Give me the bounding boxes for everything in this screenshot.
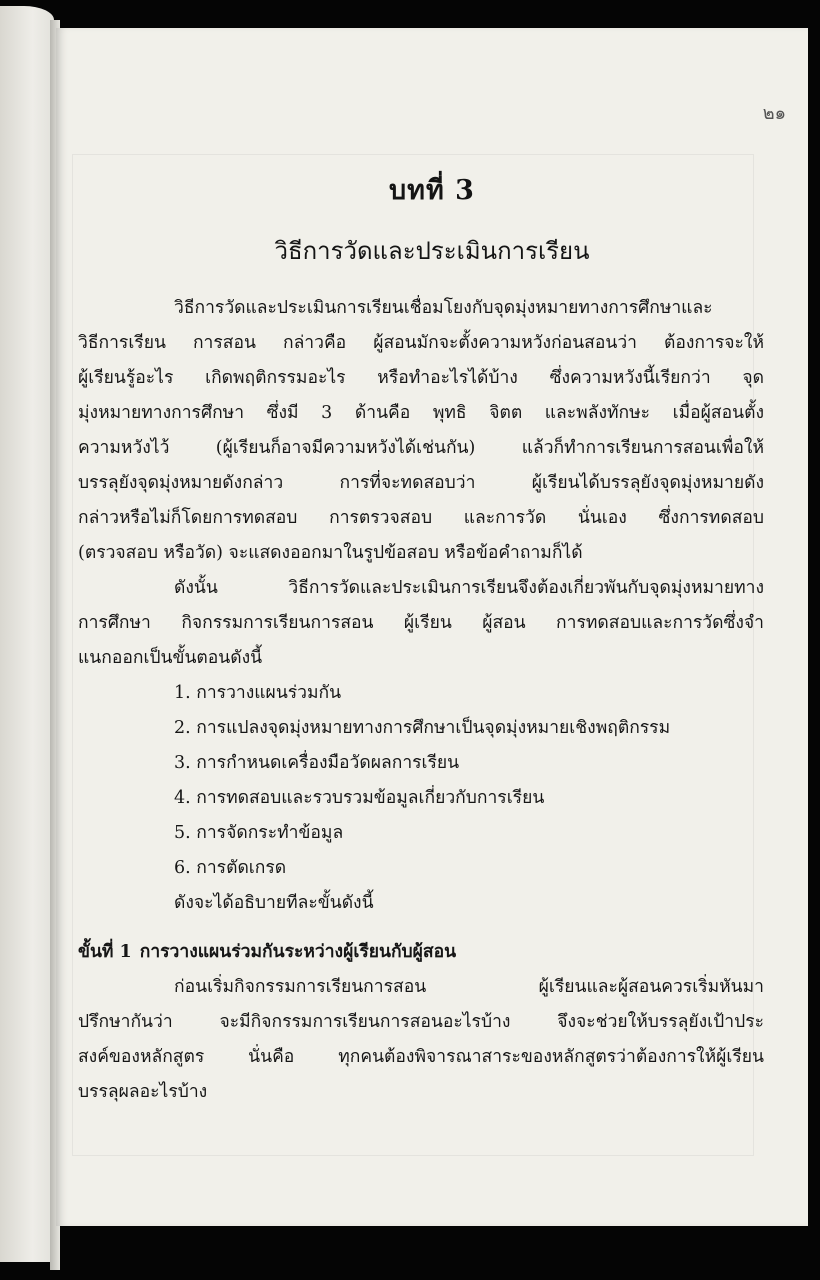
closing-line: ดังจะได้อธิบายทีละขั้นดังนี้ [174,893,374,913]
step-item: 5. การจัดกระทำข้อมูล [174,823,344,843]
body-text [78,291,764,1110]
paragraph-line: วิธีการวัดและประเมินการเรียนเชื่อมโยงกับจุดมุ่งหมายทางการศึกษาและ [174,298,713,318]
step-item: 3. การกำหนดเครื่องมือวัดผลการเรียน [174,753,460,773]
paragraph-line: การศึกษา กิจกรรมการเรียนการสอน ผู้เรียน ผู้สอน การทดสอบและการวัดซึ่งจำ [78,613,764,633]
paragraph-line: แนกออกเป็นขั้นตอนดังนี้ [78,648,263,668]
paragraph-line: มุ่งหมายทางการศึกษา ซึ่งมี 3 ด้านคือ พุทธิ จิตต และพลังทักษะ เมื่อผู้สอนตั้ง [78,403,764,423]
section-heading [78,935,764,970]
paragraph-line: ผู้เรียนรู้อะไร เกิดพฤติกรรมอะไร หรือทำอะไรได้บ้าง ซึ่งความหวังนี้เรียกว่า จุด [78,368,764,388]
step-item: 1. การวางแผนร่วมกัน [174,683,342,703]
chapter-heading: บทที่ 3 [389,175,475,206]
chapter-title: วิธีการวัดและประเมินการเรียน [274,237,590,265]
paragraph-line: ก่อนเริ่มกิจกรรมการเรียนการสอน ผู้เรียนและผู้สอนควรเริ่มหันมา [174,977,764,997]
paragraph-line: (ตรวจสอบ หรือวัด) จะแสดงออกมาในรูปข้อสอบ หรือข้อคำถามก็ได้ [78,543,583,563]
paragraph-line: กล่าวหรือไม่ก็โดยการทดสอบ การตรวจสอบ และการวัด นั่นเอง ซึ่งการทดสอบ [78,508,764,528]
facing-page-edge [0,6,54,1262]
book-page [56,28,808,1226]
step-item: 6. การตัดเกรด [174,858,287,878]
section-label: ขั้นที่ 1 [78,942,132,962]
step-item: 2. การแปลงจุดมุ่งหมายทางการศึกษาเป็นจุดมุ่งหมายเชิงพฤติกรรม [174,718,671,738]
paragraph-line: ความหวังไว้ (ผู้เรียนก็อาจมีความหวังได้เช่นกัน) แล้วก็ทำการเรียนการสอนเพื่อให้ [78,438,764,458]
paragraph-line: ดังนั้น วิธีการวัดและประเมินการเรียนจึงต้องเกี่ยวพันกับจุดมุ่งหมายทาง [174,578,764,598]
section-title: การวางแผนร่วมกันระหว่างผู้เรียนกับผู้สอน [139,942,457,962]
paragraph-line: ปรึกษากันว่า จะมีกิจกรรมการเรียนการสอนอะไรบ้าง จึงจะช่วยให้บรรลุยังเป้าประ [78,1012,764,1032]
step-item: 4. การทดสอบและรวบรวมข้อมูลเกี่ยวกับการเรียน [174,788,545,808]
page-number: ๒๑ [762,103,786,124]
paragraph-line: สงค์ของหลักสูตร นั่นคือ ทุกคนต้องพิจารณาสาระของหลักสูตรว่าต้องการให้ผู้เรียน [78,1047,764,1067]
paragraph-line: บรรลุผลอะไรบ้าง [78,1082,208,1102]
paragraph-line: บรรลุยังจุดมุ่งหมายดังกล่าว การที่จะทดสอบว่า ผู้เรียนได้บรรลุยังจุดมุ่งหมายดัง [78,473,764,493]
paragraph-line: วิธีการเรียน การสอน กล่าวคือ ผู้สอนมักจะตั้งความหวังก่อนสอนว่า ต้องการจะให้ [78,333,764,353]
